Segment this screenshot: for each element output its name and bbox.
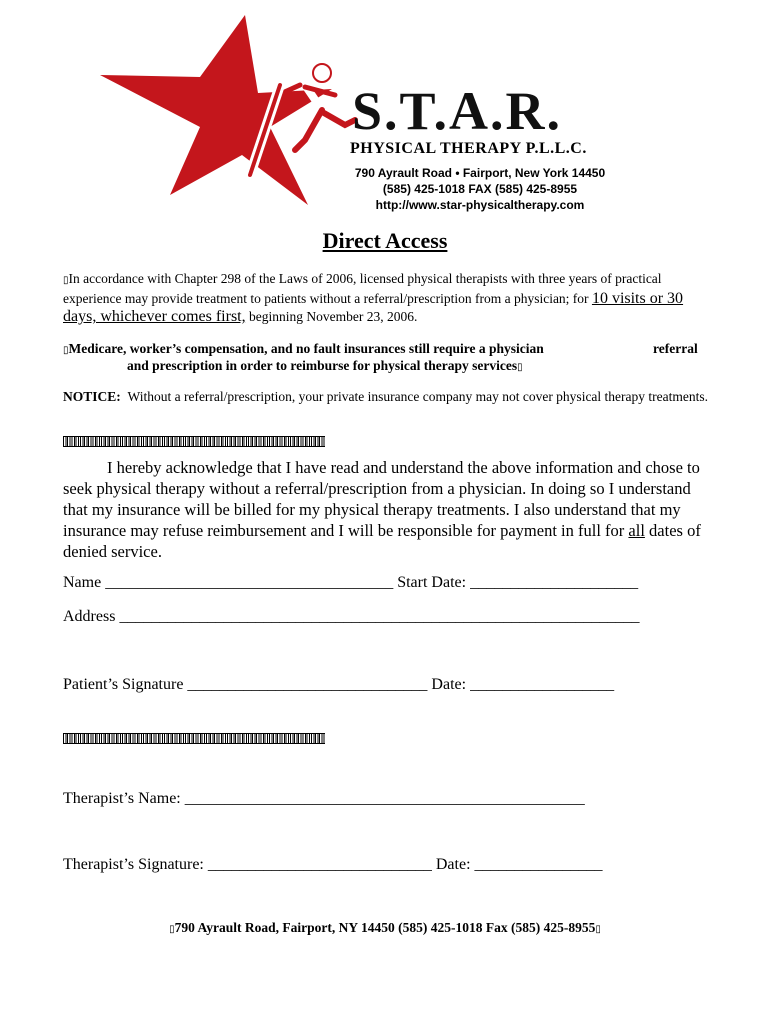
brand-name: S.T.A.R.: [352, 81, 563, 141]
medicare-notice: ▯Medicare, worker’s compensation, and no fault insurances still require a physician referral: [63, 341, 698, 356]
red-star-icon: [100, 15, 332, 205]
brand-website[interactable]: http://www.star-physicaltherapy.com: [375, 198, 585, 212]
star-logo: [100, 15, 360, 205]
patient-signature-field[interactable]: Patient’s Signature ______________________________ Date: __________________: [63, 676, 615, 693]
footer-address: ▯790 Ayrault Road, Fairport, NY 14450 (585) 425-1018 Fax (585) 425-8955▯: [169, 920, 601, 935]
acknowledgment-paragraph: I hereby acknowledge that I have read and understand the above information and chose to seek physical therapy without a referral/prescription from a physician. In doing so I understand that my insurance will be billed for my physical therapy treatments. I also understand that my insurance may refuse reimbursement and I will be responsible for payment in full for all dates of denied service.: [63, 458, 701, 561]
intro-emphasis: 10 visits or 30 days, whichever comes first,: [63, 290, 684, 325]
brand-phone: (585) 425-1018 FAX (585) 425-8955: [382, 182, 578, 196]
address-field[interactable]: Address _________________________________________________________________: [63, 608, 640, 625]
intro-paragraph: ▯In accordance with Chapter 298 of the Laws of 2006, licensed physical therapists with three years of practical experience may provide treatment to patients without a referral/prescription from a physician; for 10 visits or 30 days, whichever comes first, beginning November 23, 2006.: [63, 271, 684, 325]
separator-rule: [63, 436, 325, 447]
therapist-signature-field[interactable]: Therapist’s Signature: ____________________________ Date: ________________: [63, 856, 603, 873]
separator-rule: [63, 733, 325, 744]
brand-address: 790 Ayrault Road • Fairport, New York 14450: [354, 166, 606, 180]
notice-paragraph: NOTICE: Without a referral/prescription, your private insurance company may not cover physical therapy treatments.: [63, 389, 709, 404]
page-title: Direct Access: [322, 228, 448, 253]
therapist-name-field[interactable]: Therapist’s Name: __________________________________________________: [63, 790, 585, 807]
name-field[interactable]: Name ____________________________________ Start Date: _____________________: [63, 574, 639, 591]
brand-tagline: PHYSICAL THERAPY P.L.L.C.: [350, 140, 587, 157]
medicare-notice-line2: and prescription in order to reimburse for physical therapy services▯: [127, 358, 523, 373]
